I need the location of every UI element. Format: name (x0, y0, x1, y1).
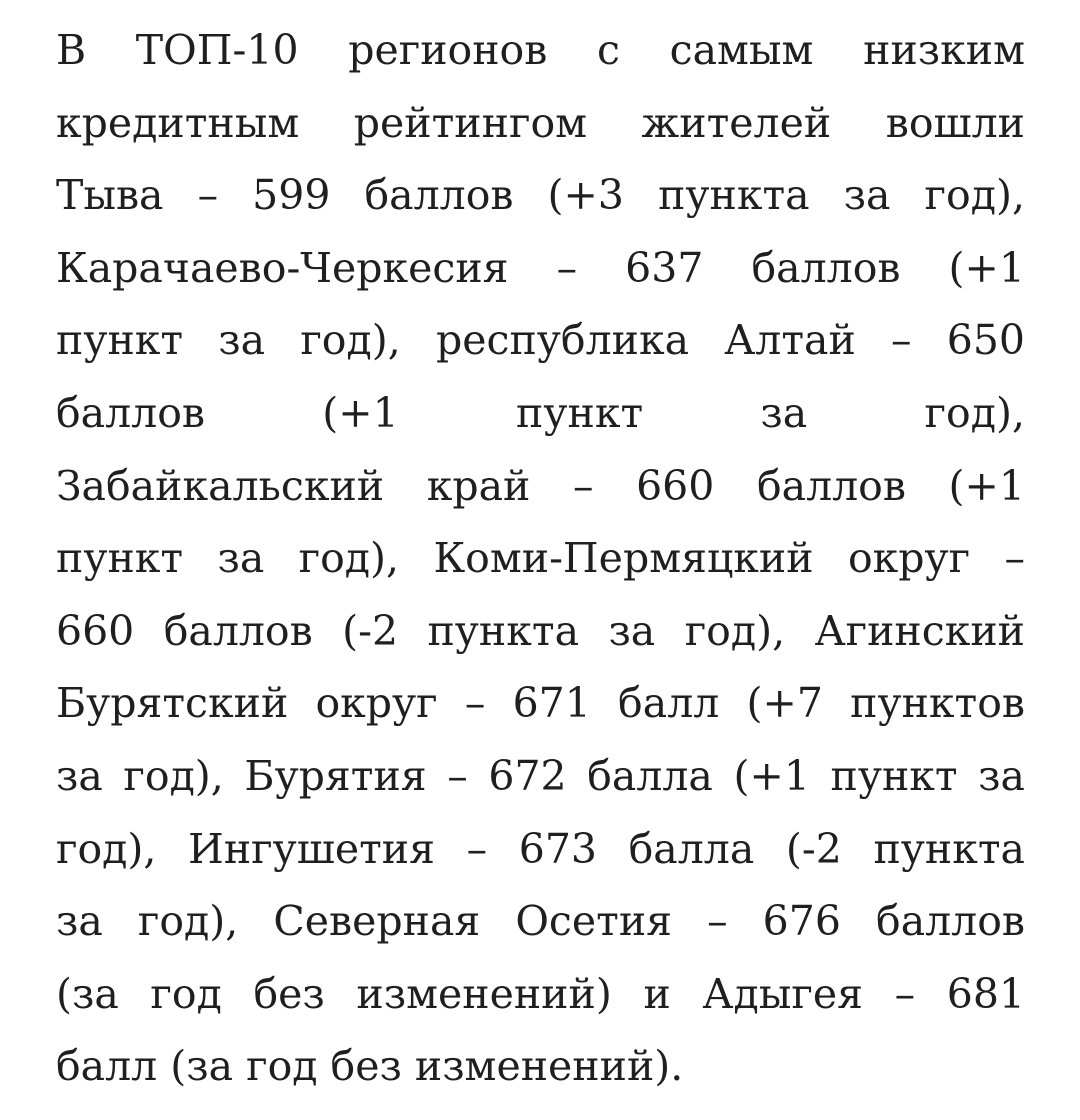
paragraph-line-10: Бурятский округ – 671 балл (+7 пунктов (56, 679, 1025, 728)
paragraph-line-4: Карачаево-Черкесия – 637 баллов (+1 (56, 243, 1025, 292)
paragraph-line-7: Забайкальский край – 660 баллов (+1 (56, 461, 1025, 510)
paragraph-line-13: за год), Северная Осетия – 676 баллов (56, 897, 1025, 946)
paragraph-line-5: пункт за год), республика Алтай – 650 (56, 316, 1025, 365)
paragraph-line-12: год), Ингушетия – 673 балла (-2 пункта (56, 824, 1025, 873)
paragraph-line-1: В ТОП-10 регионов с самым низким (56, 26, 1025, 74)
paragraph-line-3: Тыва – 599 баллов (+3 пункта за год), (56, 171, 1025, 220)
paragraph-line-2: кредитным рейтингом жителей вошли (56, 98, 1025, 147)
paragraph-line-9: 660 баллов (-2 пункта за год), Агинский (56, 606, 1025, 655)
paragraph-line-6: баллов (+1 пункт за год), (56, 388, 1025, 437)
article-paragraph (56, 14, 1025, 1103)
paragraph-line-15: балл (за год без изменений). (56, 1042, 684, 1091)
paragraph-line-14: (за год без изменений) и Адыгея – 681 (56, 969, 1025, 1018)
paragraph-line-8: пункт за год), Коми-Пермяцкий округ – (56, 534, 1025, 583)
paragraph-line-11: за год), Бурятия – 672 балла (+1 пункт за (56, 751, 1025, 800)
